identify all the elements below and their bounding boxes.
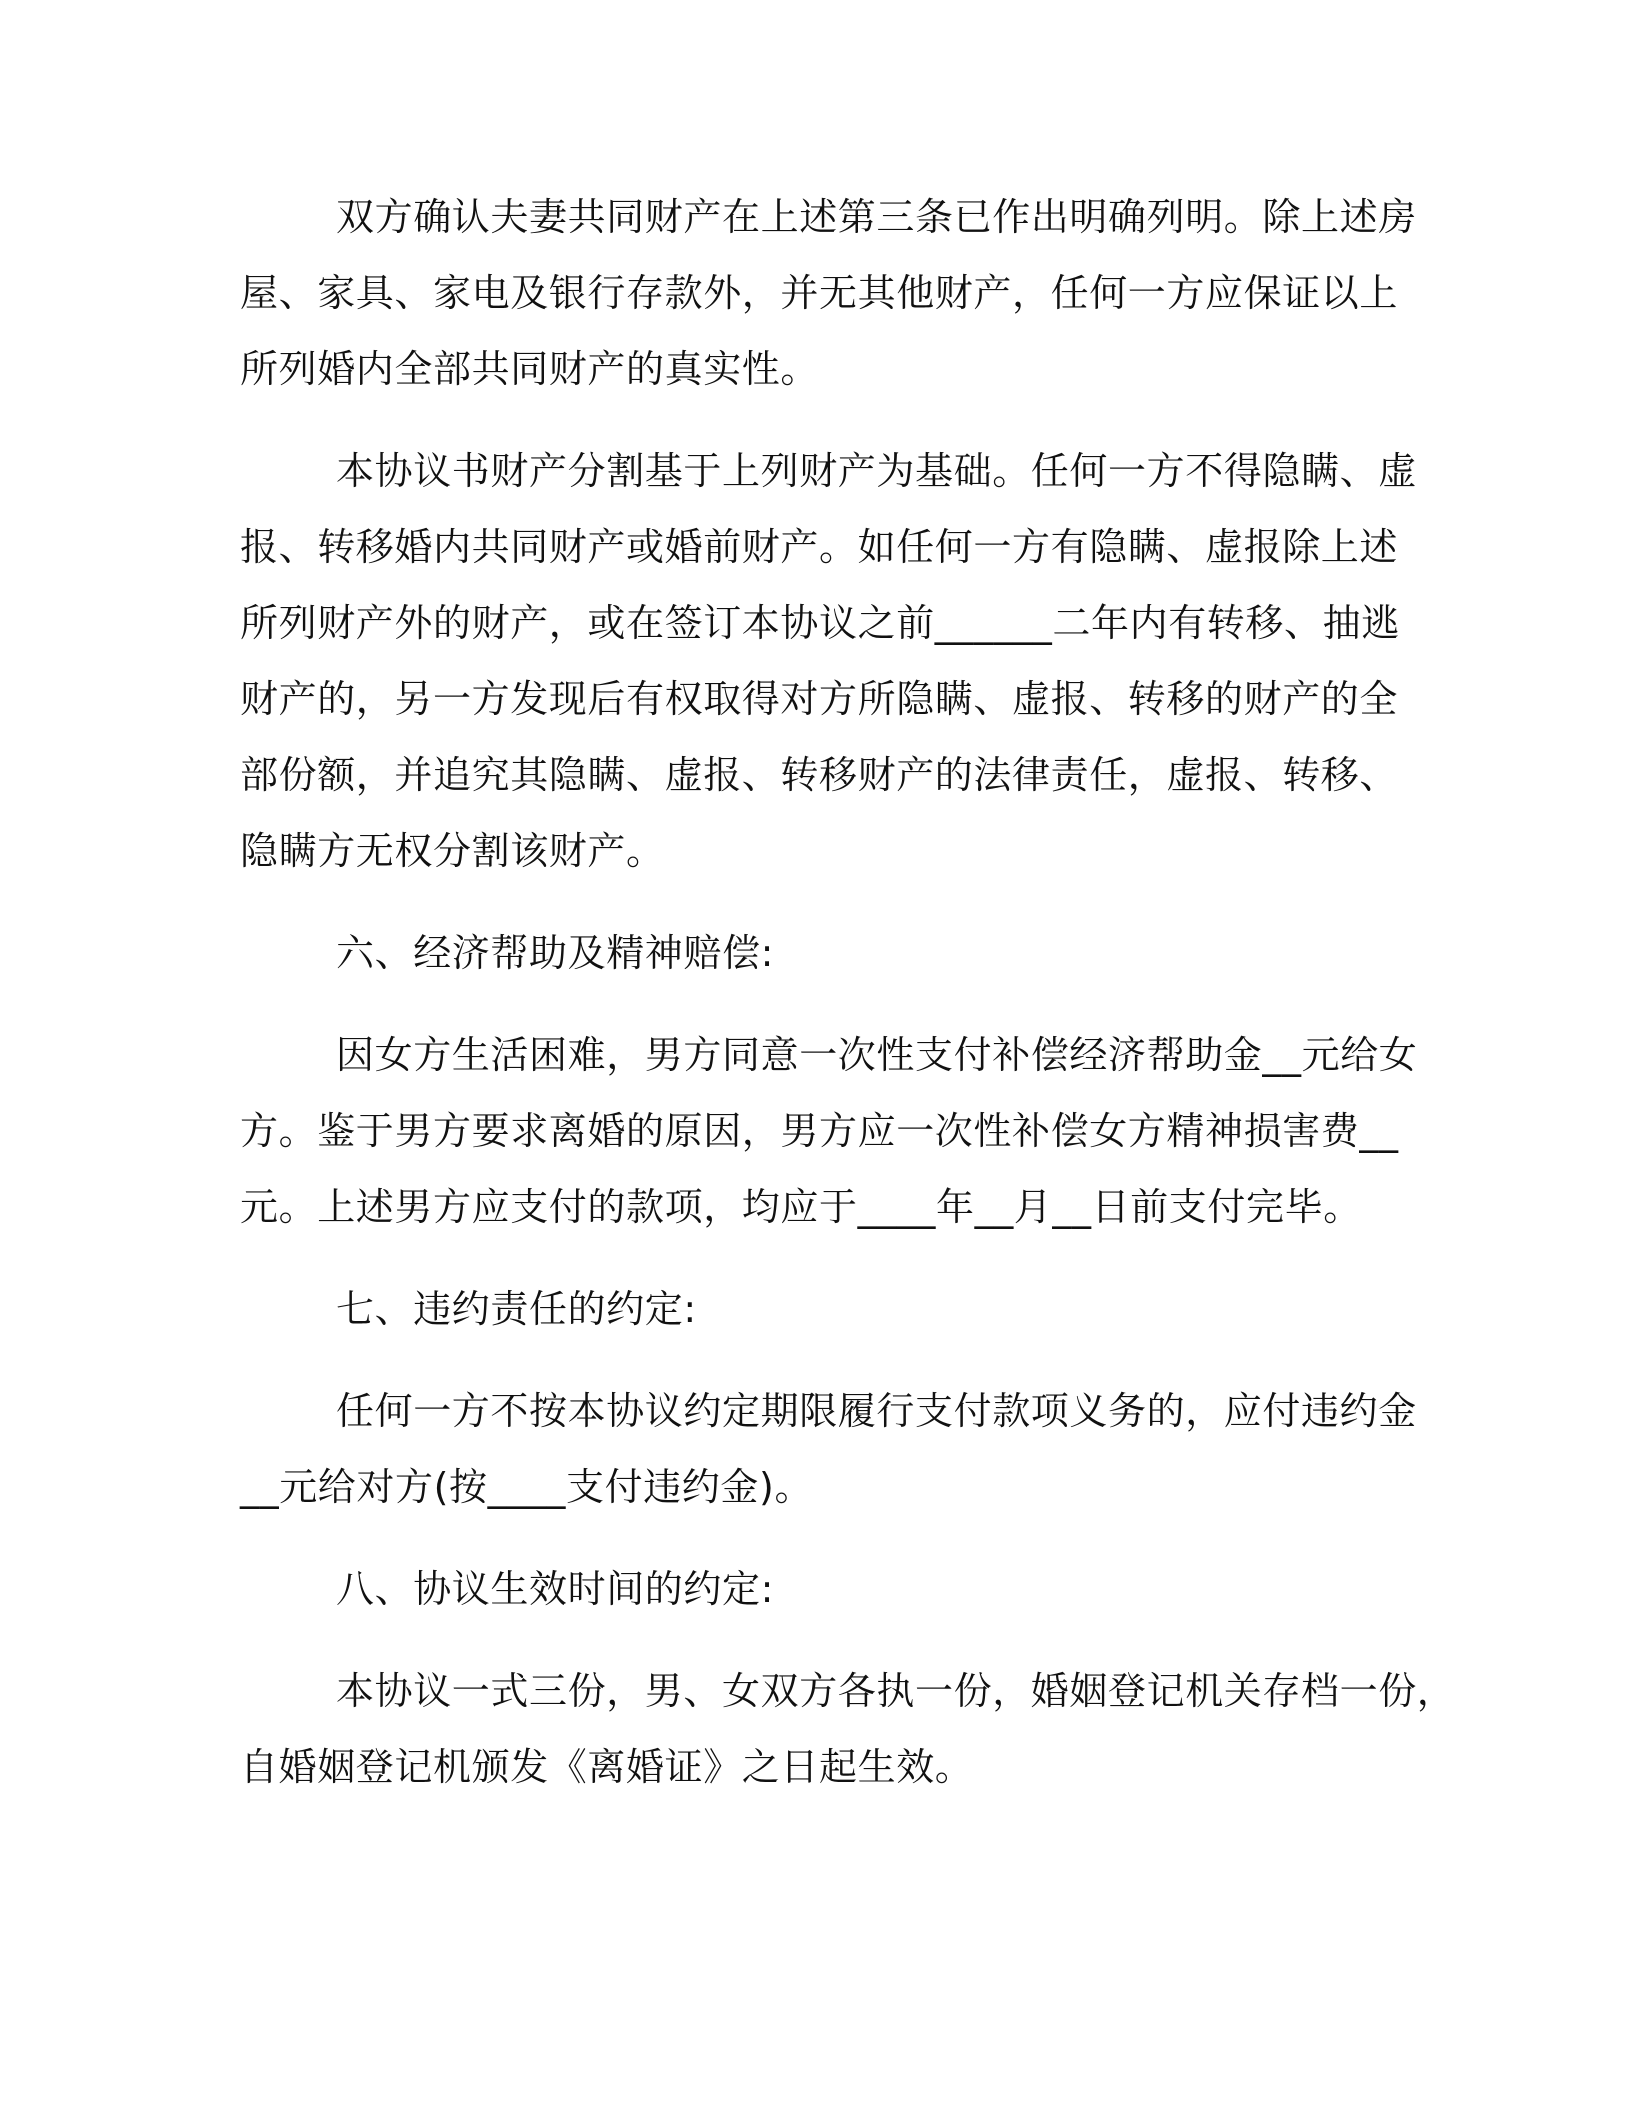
- paragraph-line: 元。上述男方应支付的款项，均应于____年__月__日前支付完毕。: [240, 1185, 1362, 1229]
- paragraph-line: 自婚姻登记机颁发《离婚证》之日起生效。: [240, 1745, 974, 1789]
- paragraph-line: 因女方生活困难，男方同意一次性支付补偿经济帮助金__元给女: [336, 1033, 1418, 1077]
- paragraph-line: 任何一方不按本协议约定期限履行支付款项义务的，应付违约金: [336, 1389, 1417, 1433]
- paragraph-line: 本协议书财产分割基于上列财产为基础。任何一方不得隐瞒、虚: [336, 449, 1417, 493]
- paragraph-line: 所列婚内全部共同财产的真实性。: [240, 347, 820, 391]
- section-heading: 八、协议生效时间的约定:: [336, 1567, 775, 1611]
- paragraph-line: 部份额，并追究其隐瞒、虚报、转移财产的法律责任，虚报、转移、: [240, 753, 1399, 797]
- paragraph-line: 隐瞒方无权分割该财产。: [240, 829, 665, 873]
- paragraph-line: 所列财产外的财产，或在签订本协议之前______二年内有转移、抽逃: [240, 601, 1400, 645]
- paragraph-line: 屋、家具、家电及银行存款外，并无其他财产，任何一方应保证以上: [240, 271, 1399, 315]
- paragraph-line: 方。鉴于男方要求离婚的原因，男方应一次性补偿女方精神损害费__: [240, 1109, 1399, 1153]
- section-heading: 六、经济帮助及精神赔偿:: [336, 931, 775, 975]
- paragraph-line: 双方确认夫妻共同财产在上述第三条已作出明确列明。除上述房: [336, 195, 1417, 239]
- paragraph-line: 本协议一式三份，男、女双方各执一份，婚姻登记机关存档一份，: [336, 1669, 1456, 1713]
- section-heading: 七、违约责任的约定:: [336, 1287, 697, 1331]
- paragraph-line: 财产的，另一方发现后有权取得对方所隐瞒、虚报、转移的财产的全: [240, 677, 1399, 721]
- paragraph-line: 报、转移婚内共同财产或婚前财产。如任何一方有隐瞒、虚报除上述: [240, 525, 1399, 569]
- paragraph-line: __元给对方(按____支付违约金)。: [240, 1465, 814, 1509]
